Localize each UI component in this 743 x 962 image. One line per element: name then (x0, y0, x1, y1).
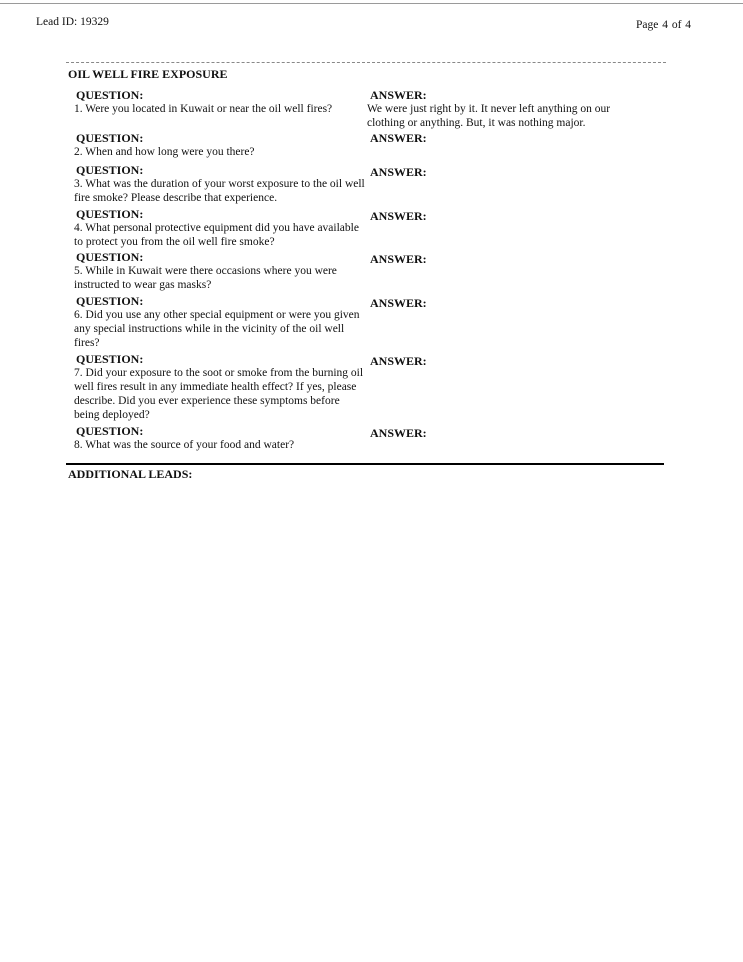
question-label: QUESTION: (76, 163, 144, 177)
question-text-5: 5. While in Kuwait were there occasions where you were instructed to wear gas masks? (74, 265, 337, 291)
section-divider (66, 62, 666, 63)
question-text-2: 2. When and how long were you there? (74, 146, 255, 158)
question-text-6: 6. Did you use any other special equipment or were you given any special instructions while in the vicinity of the oil well fires? (74, 309, 360, 349)
additional-leads-heading: ADDITIONAL LEADS: (68, 467, 193, 481)
answer-label: ANSWER: (370, 296, 427, 310)
section-end-rule (66, 463, 664, 465)
question-text-8: 8. What was the source of your food and water? (74, 439, 295, 451)
question-label: QUESTION: (76, 88, 144, 102)
question-label: QUESTION: (76, 131, 144, 145)
question-label: QUESTION: (76, 352, 144, 366)
answer-label: ANSWER: (370, 426, 427, 440)
question-label: QUESTION: (76, 424, 144, 438)
top-rule (0, 3, 743, 4)
answer-label: ANSWER: (370, 88, 427, 102)
question-label: QUESTION: (76, 250, 144, 264)
answer-label: ANSWER: (370, 252, 427, 266)
page-number: Page 4 of 4 (636, 19, 692, 31)
answer-label: ANSWER: (370, 354, 427, 368)
answer-label: ANSWER: (370, 209, 427, 223)
question-label: QUESTION: (76, 207, 144, 221)
question-label: QUESTION: (76, 294, 144, 308)
question-text-7: 7. Did your exposure to the soot or smoke from the burning oil well fires result in any immediate health effect? If yes, please describe. Did you ever experience these symptoms before being deployed? (74, 367, 364, 421)
answer-label: ANSWER: (370, 131, 427, 145)
question-text-1: 1. Were you located in Kuwait or near the oil well fires? (74, 103, 333, 115)
question-text-4: 4. What personal protective equipment did you have available to protect you from the oil well fire smoke? (74, 222, 359, 248)
answer-text-1: We were just right by it. It never left anything on our clothing or anything. But, it was nothing major. (367, 103, 611, 129)
lead-id: Lead ID: 19329 (36, 16, 109, 28)
answer-label: ANSWER: (370, 165, 427, 179)
question-text-3: 3. What was the duration of your worst exposure to the oil well fire smoke? Please describe that experience. (74, 178, 365, 204)
section-title: OIL WELL FIRE EXPOSURE (68, 67, 228, 81)
